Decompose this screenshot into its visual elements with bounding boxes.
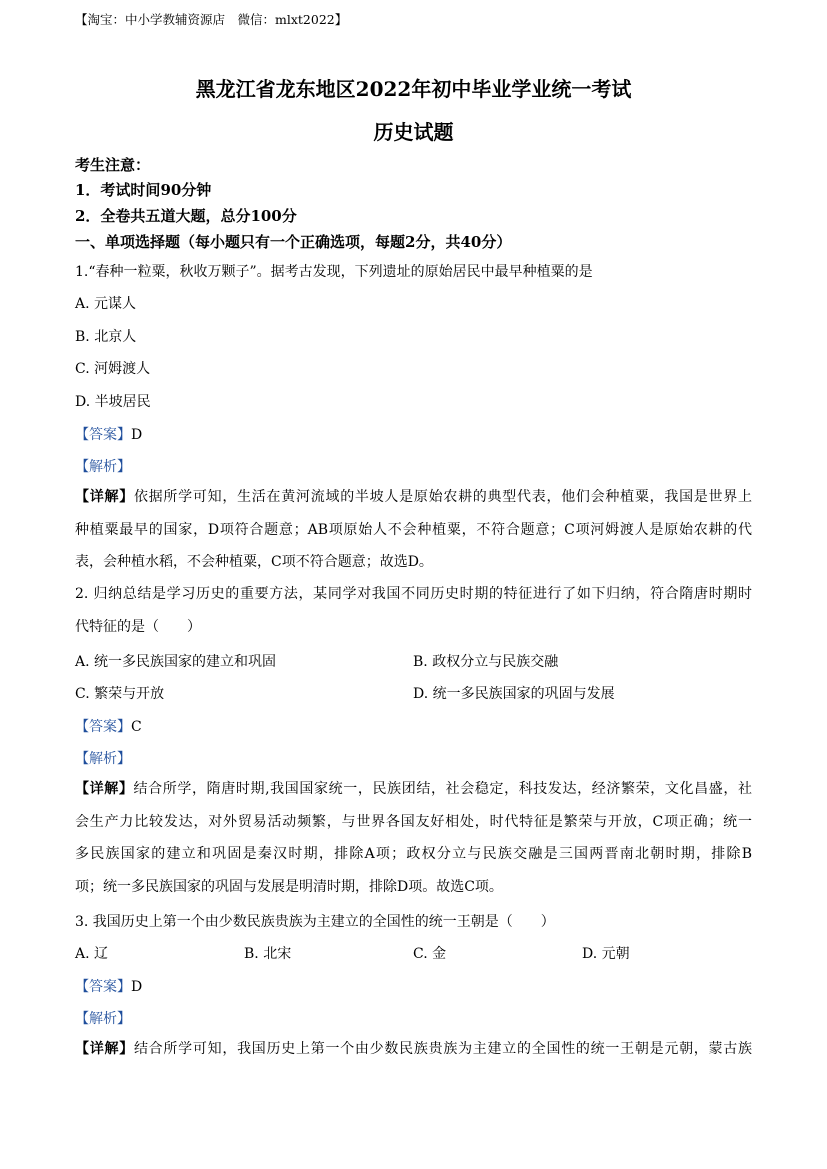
option: D. 半坡居民 (75, 394, 151, 410)
answer-value: D (131, 427, 143, 443)
answer-label: 【答案】 (75, 427, 131, 443)
notice-item: 1．考试时间90分钟 (75, 181, 212, 199)
analysis-label: 【解析】 (75, 1011, 131, 1027)
detail-paragraph (75, 481, 752, 579)
analysis-label: 【解析】 (75, 459, 131, 475)
analysis-label: 【解析】 (75, 751, 131, 767)
option: D. 元朝 (582, 946, 630, 962)
detail-line: 多民族国家的建立和巩固是秦汉时期，排除A项；政权分立与民族交融是三国两晋南北朝时期，排除B (75, 846, 752, 862)
option: C. 繁荣与开放 (75, 686, 165, 702)
notice-heading: 考生注意： (75, 156, 151, 174)
option: D. 统一多民族国家的巩固与发展 (413, 686, 615, 702)
notice-item: 2．全卷共五道大题，总分100分 (75, 207, 297, 225)
detail-line: 【详解】结合所学可知，我国历史上第一个由少数民族贵族为主建立的全国性的统一王朝是元朝，蒙古族 (75, 1041, 753, 1057)
detail-line: 会生产力比较发达，对外贸易活动频繁，与世界各国友好相处，时代特征是繁荣与开放，C项正确；统一 (75, 813, 752, 830)
option: B. 北京人 (75, 329, 137, 345)
answer-label: 【答案】 (75, 979, 131, 995)
option: A. 辽 (75, 946, 109, 962)
detail-label: 【详解】 (75, 489, 134, 505)
option: B. 政权分立与民族交融 (413, 654, 559, 670)
detail-paragraph (75, 773, 752, 903)
option: C. 河姆渡人 (75, 361, 151, 377)
page-header: 【淘宝：中小学教辅资源店 微信：mlxt2022】 (75, 12, 348, 27)
option: B. 北宋 (244, 946, 292, 962)
detail-paragraph (75, 1033, 752, 1066)
option: A. 元谋人 (75, 296, 137, 312)
question-stem: 1.“春种一粒粟，秋收万颗子”。据考古发现，下列遗址的原始居民中最早种植粟的是 (75, 264, 593, 280)
detail-line: 【详解】结合所学，隋唐时期,我国国家统一，民族团结，社会稳定，科技发达，经济繁荣，文化昌盛，社 (75, 781, 752, 797)
exam-title: 黑龙江省龙东地区2022年初中毕业学业统一考试 (195, 77, 632, 101)
detail-line: 种植粟最早的国家，D项符合题意；AB项原始人不会种植粟，不符合题意；C项河姆渡人是原始农耕的代 (75, 521, 752, 538)
answer-line (75, 976, 142, 996)
option: C. 金 (413, 946, 447, 962)
answer-value: C (131, 719, 142, 735)
stem-line: 代特征的是（ ） (75, 618, 201, 635)
detail-label: 【详解】 (75, 1041, 134, 1057)
detail-line: 项；统一多民族国家的巩固与发展是明清时期，排除D项。故选C项。 (75, 878, 503, 895)
option: A. 统一多民族国家的建立和巩固 (75, 654, 277, 670)
detail-line: 表，会种植水稻，不会种植粟，C项不符合题意；故选D。 (75, 554, 433, 570)
answer-line (75, 424, 142, 444)
exam-subtitle: 历史试题 (373, 120, 454, 144)
question-stem: 3. 我国历史上第一个由少数民族贵族为主建立的全国性的统一王朝是（ ） (75, 914, 555, 930)
answer-label: 【答案】 (75, 719, 131, 735)
section-heading: 一、单项选择题（每小题只有一个正确选项，每题2分，共40分） (75, 233, 512, 251)
stem-line: 2. 归纳总结是学习历史的重要方法，某同学对我国不同历史时期的特征进行了如下归纳，符合隋唐时期时 (75, 586, 752, 602)
answer-value: D (131, 979, 143, 995)
question-stem (75, 578, 752, 643)
detail-line: 【详解】依据所学可知，生活在黄河流域的半坡人是原始农耕的典型代表，他们会种植粟，我国是世界上 (75, 489, 753, 505)
detail-label: 【详解】 (75, 781, 134, 797)
answer-line (75, 716, 142, 736)
